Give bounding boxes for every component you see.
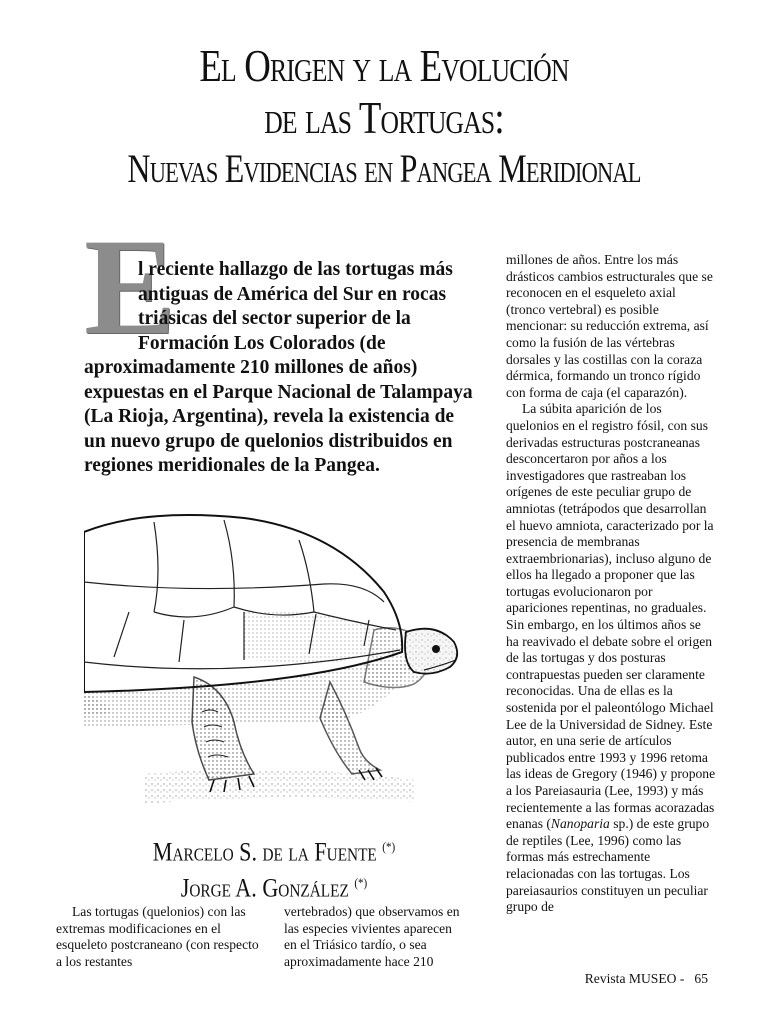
body-paragraph-right-2b: sp.) de este grupo de reptiles (Lee, 1996) como las formas más estrechamente relacionadas con las tortugas. Los pareiasaurios constituyen un peculiar grupo de: [506, 816, 710, 915]
author-2-name: Jorge A. González: [180, 873, 349, 903]
author-1-name: Marcelo S. de la Fuente: [152, 837, 377, 867]
page-number: 65: [694, 971, 708, 986]
body-paragraph-b: vertebrados) que observamos en las especies vivientes aparecen en el Triásico tardío, o sea aproximadamente hace 210: [284, 904, 460, 969]
author-2: [113, 868, 436, 904]
title-line-1: El Origen y la Evolución: [199, 40, 569, 91]
body-paragraph-right-1: millones de años. Entre los más drásticos cambios estructurales que se reconocen en el esqueleto axial (tronco vertebral) es posible mencionar: su reducción extrema, así como la fusión de las vértebras dorsales y las costillas con la coraza dérmica, formando un tronco rígido con forma de caja (el caparazón).: [506, 252, 713, 400]
turtle-illustration: [84, 512, 464, 812]
magazine-name: Revista MUSEO -: [584, 971, 685, 986]
species-name: Nanoparia: [550, 816, 610, 832]
title-line-2: de las Tortugas:: [264, 92, 504, 143]
lead-text: l reciente hallazgo de las tortugas más antiguas de América del Sur en rocas triásicas del sector superior de la Formación Los Colorados (de aproximadamente 210 millones de años) expuestas en el Parque Nacional de Talampaya (La Rioja, Argentina), revela la existencia de un nuevo grupo de quelonios distribuidos en regiones meridionales de la Pangea.: [84, 259, 473, 476]
article-subtitle: Nuevas Evidencias en Pangea Meridional: [127, 146, 641, 191]
body-paragraph-a: Las tortugas (quelonios) con las extremas modificaciones en el esqueleto postcraneano (con respecto a los restantes: [56, 904, 259, 969]
author-2-mark: (*): [354, 874, 368, 890]
drop-cap: E: [84, 210, 177, 363]
body-column-a: [56, 904, 268, 970]
page-footer: [585, 971, 708, 987]
body-paragraph-right-2: [506, 401, 716, 915]
body-paragraph-right-2a: La súbita aparición de los quelonios en el registro fósil, con sus derivadas estructuras postcraneanas desconcertaron por años a los investigadores que rastreaban los orígenes de este peculiar grupo de amniotas (tetrápodos que desarrollan el huevo amniota, caracterizado por la presencia de membranas extraembrionarias), incluso alguno de ellos ha llegado a proponer que las tortugas evolucionaron por apariciones repentinas, no graduales. Sin embargo, en los últimos años se ha reavivado el debate sobre el origen de las tortugas y dos posturas contrapuestas pueden ser claramente reconocidas. Una de ellas es la sostenida por el paleontólogo Michael Lee de la Universidad de Sidney. Este autor, en una serie de artículos publicados entre 1993 y 1996 retoma las ideas de Gregory (1946) y propone a los Pareiasauria (Lee, 1993) y más recientemente a las formas acorazadas enanas (: [506, 401, 716, 832]
body-column-right: [506, 252, 716, 916]
authors-block: [84, 832, 464, 903]
lead-paragraph: [84, 210, 474, 479]
body-column-b: [284, 904, 466, 970]
author-1-mark: (*): [382, 839, 396, 854]
author-1: [113, 832, 436, 868]
article-title: [0, 40, 768, 192]
